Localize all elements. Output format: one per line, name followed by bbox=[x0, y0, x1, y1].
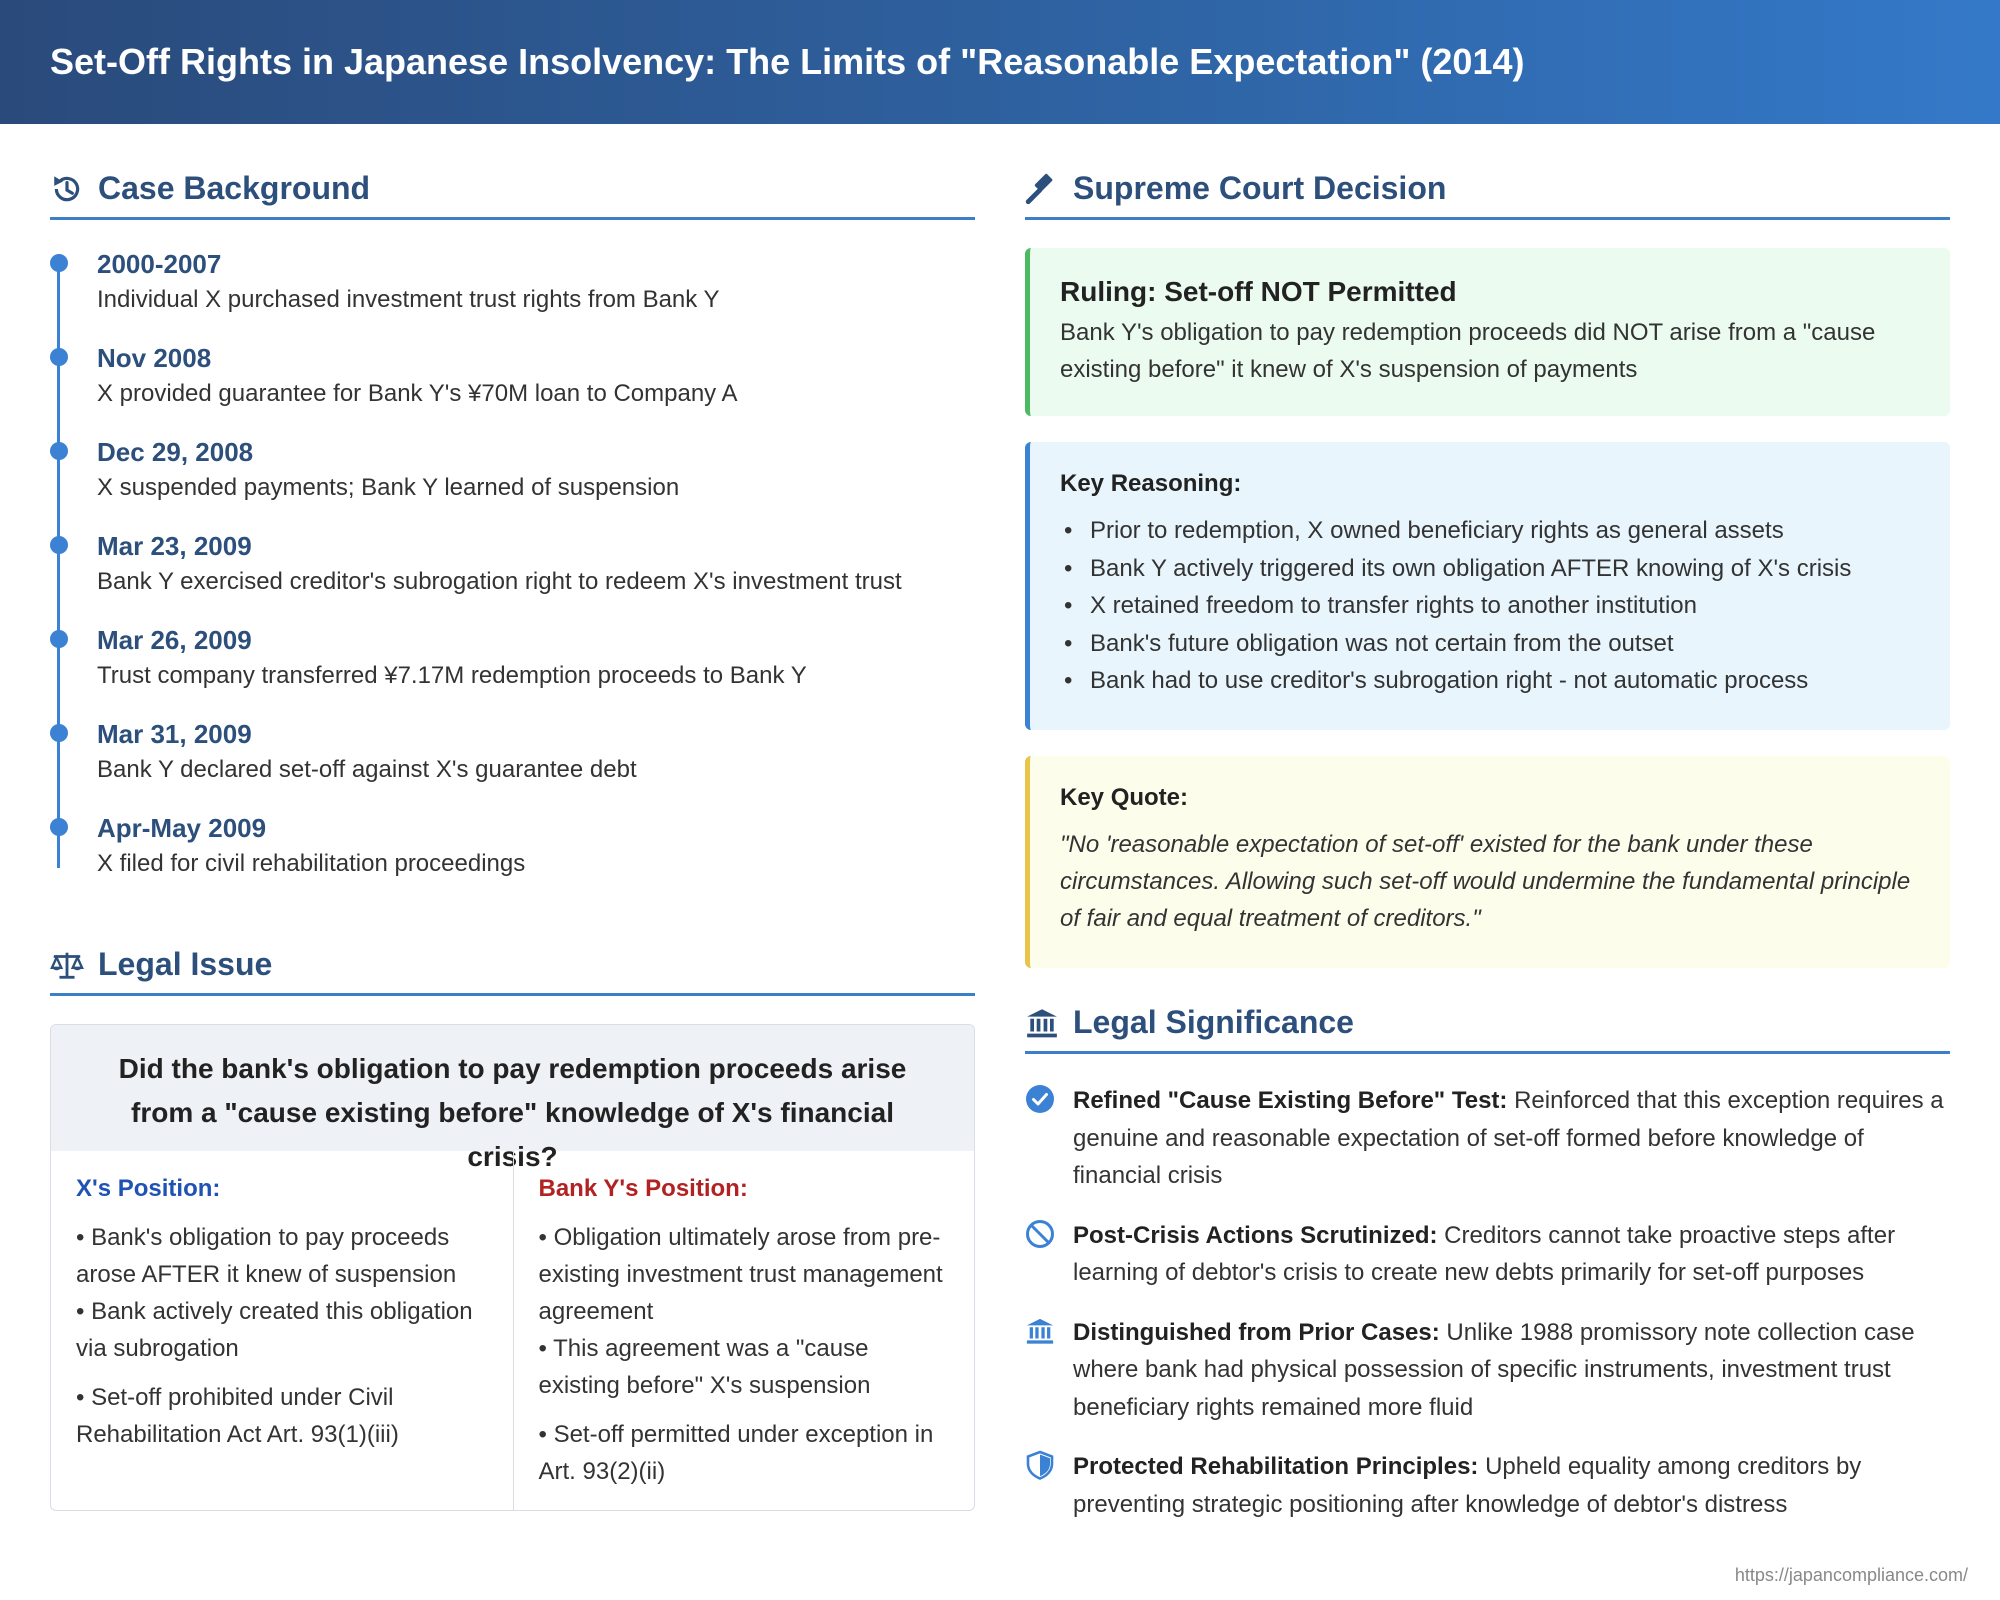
x-position-point: • Bank's obligation to pay proceeds arose AFTER it knew of suspension bbox=[76, 1224, 457, 1288]
timeline-text: X provided guarantee for Bank Y's ¥70M loan to Company A bbox=[97, 380, 738, 407]
ruling-text: Bank Y's obligation to pay redemption proceeds did NOT arise from a "cause existing before" it knew of X's suspension of payments bbox=[1060, 319, 1876, 383]
ban-icon bbox=[1025, 1219, 1055, 1249]
ruling-card bbox=[1025, 248, 1950, 416]
page-title: Set-Off Rights in Japanese Insolvency: The Limits of "Reasonable Expectation" (2014) bbox=[50, 41, 1525, 82]
significance-head: Post-Crisis Actions Scrutinized: bbox=[1073, 1221, 1438, 1249]
legal-issue-box bbox=[50, 1024, 975, 1511]
x-position-point: • Set-off prohibited under Civil Rehabilitation Act Art. 93(1)(iii) bbox=[76, 1384, 399, 1448]
legal-issue-heading bbox=[50, 936, 975, 996]
timeline-dot bbox=[50, 724, 68, 742]
timeline-item bbox=[97, 812, 975, 906]
issue-question: Did the bank's obligation to pay redemption proceeds arise from a "cause existing before" knowledge of X's financial crisis? bbox=[51, 1025, 974, 1151]
significance-heading bbox=[1025, 994, 1950, 1054]
timeline-text: Trust company transferred ¥7.17M redemption proceeds to Bank Y bbox=[97, 662, 807, 689]
timeline-date: Apr-May 2009 bbox=[97, 813, 267, 843]
significance-body: Unlike 1988 promissory note collection case where bank had physical possession of specific instruments, investment trust beneficiary rights remained more fluid bbox=[1073, 1318, 1915, 1421]
x-position bbox=[51, 1151, 513, 1510]
legal-issue-title: Legal Issue bbox=[98, 946, 273, 982]
landmark-icon bbox=[1025, 1006, 1059, 1040]
timeline-date: Mar 26, 2009 bbox=[97, 625, 252, 655]
page-header bbox=[0, 0, 2000, 124]
case-background-title: Case Background bbox=[98, 170, 371, 206]
right-column bbox=[1025, 160, 1950, 1545]
significance-item bbox=[1025, 1448, 1950, 1523]
gavel-icon bbox=[1025, 172, 1059, 206]
timeline-date: Mar 31, 2009 bbox=[97, 719, 252, 749]
timeline-item bbox=[97, 248, 975, 342]
reasoning-item: • Bank Y actively triggered its own obligation AFTER knowing of X's crisis bbox=[1060, 550, 1920, 588]
significance-head: Protected Rehabilitation Principles: bbox=[1073, 1453, 1479, 1480]
case-background-heading bbox=[50, 160, 975, 220]
reasoning-item: • X retained freedom to transfer rights to another institution bbox=[1060, 587, 1920, 625]
timeline-dot bbox=[50, 818, 68, 836]
timeline-dot bbox=[50, 348, 68, 366]
timeline-dot bbox=[50, 630, 68, 648]
y-position bbox=[513, 1151, 975, 1510]
key-quote: "No 'reasonable expectation of set-off' existed for the bank under these circumstances. Allowing such set-off would undermine the fundamental principle of fair and equal treatment of creditors." bbox=[1060, 831, 1911, 932]
y-position-title: Bank Y's Position: bbox=[538, 1175, 748, 1202]
significance-item bbox=[1025, 1082, 1950, 1195]
reasoning-label: Key Reasoning: bbox=[1060, 470, 1242, 497]
timeline-item bbox=[97, 342, 975, 436]
decision-heading bbox=[1025, 160, 1950, 220]
landmark-icon bbox=[1025, 1316, 1055, 1346]
ruling-title: Ruling: Set-off NOT Permitted bbox=[1060, 276, 1457, 307]
reasoning-card bbox=[1025, 442, 1950, 730]
reasoning-item: • Bank's future obligation was not certain from the outset bbox=[1060, 625, 1920, 663]
quote-label: Key Quote: bbox=[1060, 784, 1189, 811]
timeline-date: Mar 23, 2009 bbox=[97, 531, 252, 561]
reasoning-item: • Prior to redemption, X owned beneficiary rights as general assets bbox=[1060, 512, 1920, 550]
significance-body: Creditors cannot take proactive steps after learning of debtor's crisis to create new debts primarily for set-off purposes bbox=[1073, 1221, 1896, 1286]
y-position-point: • Obligation ultimately arose from pre-existing investment trust management agreement bbox=[538, 1224, 943, 1325]
source-url: https://japancompliance.com/ bbox=[1734, 1565, 1968, 1585]
timeline-date: 2000-2007 bbox=[97, 249, 222, 279]
significance-item bbox=[1025, 1217, 1950, 1292]
significance-body: Upheld equality among creditors by preventing strategic positioning after knowledge of debtor's distress bbox=[1073, 1453, 1862, 1518]
quote-card bbox=[1025, 756, 1950, 968]
significance-list bbox=[1025, 1082, 1950, 1523]
timeline-dot bbox=[50, 254, 68, 272]
timeline-dot bbox=[50, 536, 68, 554]
x-position-title: X's Position: bbox=[76, 1175, 221, 1202]
reasoning-item: • Bank had to use creditor's subrogation right - not automatic process bbox=[1060, 662, 1920, 700]
shield-icon bbox=[1025, 1450, 1055, 1480]
y-position-point: • This agreement was a "cause existing before" X's suspension bbox=[538, 1335, 871, 1399]
check-circle-icon bbox=[1025, 1084, 1055, 1114]
significance-head: Distinguished from Prior Cases: bbox=[1073, 1318, 1440, 1346]
y-position-point: • Set-off permitted under exception in Art. 93(2)(ii) bbox=[538, 1421, 934, 1485]
timeline-date: Dec 29, 2008 bbox=[97, 437, 254, 467]
significance-head: Refined "Cause Existing Before" Test: bbox=[1073, 1087, 1508, 1114]
timeline-date: Nov 2008 bbox=[97, 343, 212, 373]
timeline-item bbox=[97, 718, 975, 812]
decision-title: Supreme Court Decision bbox=[1073, 170, 1447, 206]
significance-item bbox=[1025, 1314, 1950, 1427]
x-position-point: • Bank actively created this obligation via subrogation bbox=[76, 1298, 473, 1362]
history-icon bbox=[50, 172, 84, 206]
timeline-item bbox=[97, 436, 975, 530]
timeline-item bbox=[97, 624, 975, 718]
timeline-dot bbox=[50, 442, 68, 460]
timeline-text: X filed for civil rehabilitation proceedings bbox=[97, 850, 526, 877]
significance-title: Legal Significance bbox=[1073, 1004, 1354, 1040]
timeline bbox=[50, 248, 975, 906]
scale-icon bbox=[50, 948, 84, 982]
timeline-text: X suspended payments; Bank Y learned of suspension bbox=[97, 474, 680, 501]
positions-grid bbox=[51, 1151, 974, 1510]
timeline-text: Bank Y declared set-off against X's guarantee debt bbox=[97, 756, 637, 783]
reasoning-list bbox=[1060, 512, 1920, 700]
timeline-text: Individual X purchased investment trust rights from Bank Y bbox=[97, 286, 720, 313]
left-column bbox=[50, 160, 975, 1511]
timeline-item bbox=[97, 530, 975, 624]
timeline-text: Bank Y exercised creditor's subrogation right to redeem X's investment trust bbox=[97, 568, 902, 595]
significance-body: Reinforced that this exception requires a genuine and reasonable expectation of set-off formed before knowledge of financial crisis bbox=[1073, 1087, 1944, 1189]
